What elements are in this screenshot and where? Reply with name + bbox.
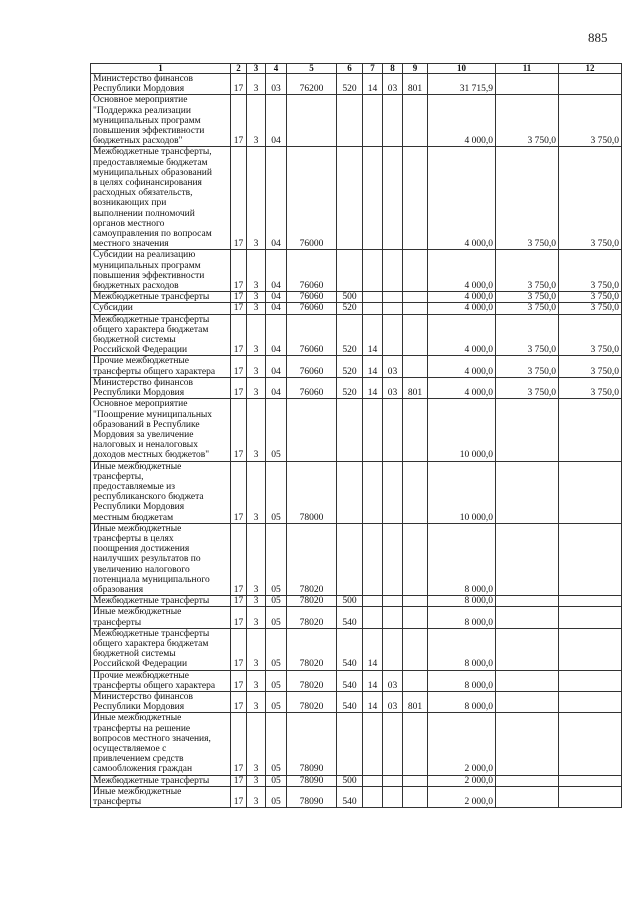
- amount-col11-cell: 3 750,0: [496, 377, 559, 398]
- code-col9-cell: [403, 786, 428, 807]
- code-section-cell: 3: [247, 377, 266, 398]
- code-target-cell: 78020: [287, 691, 337, 712]
- code-expense-type-cell: 520: [337, 303, 363, 314]
- code-col8-cell: [383, 95, 403, 147]
- code-col9-cell: [403, 670, 428, 691]
- code-expense-type-cell: 500: [337, 775, 363, 786]
- code-col7-cell: 14: [363, 74, 383, 95]
- page-number: 885: [588, 30, 608, 45]
- code-col7-cell: [363, 303, 383, 314]
- table-row: [91, 691, 622, 712]
- amount-col11-cell: 3 750,0: [496, 356, 559, 377]
- code-col7-cell: 14: [363, 314, 383, 356]
- code-section-cell: 3: [247, 314, 266, 356]
- amount-col10-cell: 8 000,0: [428, 628, 496, 670]
- table-row: [91, 377, 622, 398]
- amount-col10-cell: 4 000,0: [428, 377, 496, 398]
- code-col8-cell: [383, 250, 403, 292]
- code-col8-cell: [383, 303, 403, 314]
- code-col8-cell: [383, 147, 403, 250]
- code-col8-cell: [383, 607, 403, 628]
- amount-col11-cell: 3 750,0: [496, 303, 559, 314]
- amount-col10-cell: 2 000,0: [428, 713, 496, 775]
- code-col7-cell: 14: [363, 377, 383, 398]
- code-col8-cell: [383, 399, 403, 461]
- code-col9-cell: [403, 523, 428, 595]
- code-section-cell: 3: [247, 596, 266, 607]
- code-col9-cell: [403, 356, 428, 377]
- table-row: [91, 786, 622, 807]
- code-col8-cell: 03: [383, 74, 403, 95]
- column-header: 8: [383, 64, 403, 74]
- code-col9-cell: [403, 303, 428, 314]
- row-name-cell: Прочие межбюджетные трансферты общего характера: [91, 356, 231, 377]
- column-header: 2: [231, 64, 247, 74]
- code-col9-cell: 801: [403, 377, 428, 398]
- amount-col12-cell: [559, 670, 622, 691]
- amount-col10-cell: 4 000,0: [428, 147, 496, 250]
- code-subsection-cell: 05: [266, 399, 287, 461]
- code-section-cell: 3: [247, 303, 266, 314]
- code-expense-type-cell: 540: [337, 786, 363, 807]
- table-row: [91, 74, 622, 95]
- row-name-cell: Межбюджетные трансферты: [91, 775, 231, 786]
- code-section-cell: 3: [247, 628, 266, 670]
- code-section-cell: 3: [247, 461, 266, 523]
- table-row: [91, 399, 622, 461]
- amount-col12-cell: 3 750,0: [559, 314, 622, 356]
- row-name-cell: Субсидии: [91, 303, 231, 314]
- code-expense-type-cell: [337, 250, 363, 292]
- code-subsection-cell: 05: [266, 596, 287, 607]
- amount-col12-cell: 3 750,0: [559, 303, 622, 314]
- code-col8-cell: 03: [383, 670, 403, 691]
- code-col7-cell: [363, 399, 383, 461]
- amount-col10-cell: 4 000,0: [428, 95, 496, 147]
- amount-col10-cell: 4 000,0: [428, 356, 496, 377]
- code-target-cell: 76060: [287, 292, 337, 303]
- code-target-cell: 78090: [287, 775, 337, 786]
- amount-col11-cell: 3 750,0: [496, 147, 559, 250]
- amount-col12-cell: [559, 786, 622, 807]
- amount-col12-cell: [559, 74, 622, 95]
- code-expense-type-cell: [337, 713, 363, 775]
- code-gov-cell: 17: [231, 670, 247, 691]
- code-target-cell: 76060: [287, 377, 337, 398]
- code-target-cell: 78020: [287, 523, 337, 595]
- code-section-cell: 3: [247, 292, 266, 303]
- code-col7-cell: 14: [363, 670, 383, 691]
- code-col8-cell: 03: [383, 691, 403, 712]
- table-row: [91, 670, 622, 691]
- amount-col12-cell: [559, 523, 622, 595]
- amount-col10-cell: 8 000,0: [428, 607, 496, 628]
- code-section-cell: 3: [247, 607, 266, 628]
- code-subsection-cell: 04: [266, 377, 287, 398]
- amount-col10-cell: 8 000,0: [428, 523, 496, 595]
- code-expense-type-cell: 520: [337, 377, 363, 398]
- amount-col10-cell: 4 000,0: [428, 314, 496, 356]
- code-section-cell: 3: [247, 786, 266, 807]
- amount-col11-cell: [496, 775, 559, 786]
- code-col8-cell: [383, 596, 403, 607]
- code-target-cell: 76000: [287, 147, 337, 250]
- amount-col12-cell: 3 750,0: [559, 147, 622, 250]
- table-row: [91, 303, 622, 314]
- amount-col10-cell: 4 000,0: [428, 292, 496, 303]
- amount-col11-cell: 3 750,0: [496, 95, 559, 147]
- amount-col10-cell: 10 000,0: [428, 399, 496, 461]
- code-subsection-cell: 04: [266, 250, 287, 292]
- table-row: [91, 775, 622, 786]
- code-col9-cell: [403, 147, 428, 250]
- code-expense-type-cell: 540: [337, 628, 363, 670]
- code-expense-type-cell: 500: [337, 596, 363, 607]
- table-row: [91, 628, 622, 670]
- code-gov-cell: 17: [231, 399, 247, 461]
- code-col7-cell: [363, 292, 383, 303]
- row-name-cell: Межбюджетные трансферты: [91, 596, 231, 607]
- code-col9-cell: [403, 461, 428, 523]
- row-name-cell: Иные межбюджетные трансферты, предоставляемые из республиканского бюджета Республики Мордовия местным бюджетам: [91, 461, 231, 523]
- code-gov-cell: 17: [231, 461, 247, 523]
- code-col9-cell: [403, 314, 428, 356]
- table-row: [91, 461, 622, 523]
- code-col8-cell: [383, 461, 403, 523]
- table-row: [91, 523, 622, 595]
- code-section-cell: 3: [247, 74, 266, 95]
- row-name-cell: Основное мероприятие "Поощрение муниципальных образований в Республике Мордовия за увеличение налоговых и неналоговых доходов местных бюджетов": [91, 399, 231, 461]
- table-row: [91, 95, 622, 147]
- code-gov-cell: 17: [231, 250, 247, 292]
- code-subsection-cell: 04: [266, 314, 287, 356]
- code-col8-cell: [383, 786, 403, 807]
- amount-col12-cell: [559, 607, 622, 628]
- code-expense-type-cell: [337, 399, 363, 461]
- amount-col10-cell: 31 715,9: [428, 74, 496, 95]
- code-gov-cell: 17: [231, 523, 247, 595]
- code-col9-cell: 801: [403, 691, 428, 712]
- budget-table: [90, 63, 622, 808]
- code-subsection-cell: 05: [266, 670, 287, 691]
- code-subsection-cell: 05: [266, 775, 287, 786]
- code-subsection-cell: 05: [266, 461, 287, 523]
- column-header: 11: [496, 64, 559, 74]
- amount-col11-cell: [496, 399, 559, 461]
- code-gov-cell: 17: [231, 303, 247, 314]
- code-gov-cell: 17: [231, 377, 247, 398]
- code-expense-type-cell: 540: [337, 691, 363, 712]
- code-target-cell: 78090: [287, 713, 337, 775]
- code-col9-cell: [403, 399, 428, 461]
- code-col7-cell: [363, 250, 383, 292]
- amount-col12-cell: [559, 461, 622, 523]
- code-section-cell: 3: [247, 775, 266, 786]
- code-target-cell: 78020: [287, 607, 337, 628]
- code-expense-type-cell: 500: [337, 292, 363, 303]
- code-gov-cell: 17: [231, 596, 247, 607]
- code-gov-cell: 17: [231, 74, 247, 95]
- code-col7-cell: 14: [363, 356, 383, 377]
- code-col7-cell: [363, 713, 383, 775]
- amount-col11-cell: [496, 74, 559, 95]
- code-target-cell: 78020: [287, 628, 337, 670]
- amount-col12-cell: [559, 596, 622, 607]
- code-col7-cell: [363, 461, 383, 523]
- code-subsection-cell: 04: [266, 147, 287, 250]
- code-subsection-cell: 05: [266, 786, 287, 807]
- amount-col11-cell: [496, 523, 559, 595]
- code-subsection-cell: 05: [266, 691, 287, 712]
- code-target-cell: 76060: [287, 303, 337, 314]
- code-expense-type-cell: 520: [337, 314, 363, 356]
- row-name-cell: Субсидии на реализацию муниципальных программ повышения эффективности бюджетных расходов: [91, 250, 231, 292]
- code-expense-type-cell: [337, 147, 363, 250]
- table-row: [91, 250, 622, 292]
- code-gov-cell: 17: [231, 691, 247, 712]
- code-target-cell: 76200: [287, 74, 337, 95]
- row-name-cell: Иные межбюджетные трансферты: [91, 786, 231, 807]
- amount-col12-cell: [559, 775, 622, 786]
- table-header-row: [91, 64, 622, 74]
- row-name-cell: Межбюджетные трансферты, предоставляемые бюджетам муниципальных образований в целях софинансирования расходных обязательств, возникающих при выполнении полномочий органов местного самоуправления по вопросам местного значения: [91, 147, 231, 250]
- code-target-cell: 76060: [287, 356, 337, 377]
- code-gov-cell: 17: [231, 607, 247, 628]
- table-row: [91, 607, 622, 628]
- code-gov-cell: 17: [231, 147, 247, 250]
- code-col7-cell: [363, 607, 383, 628]
- row-name-cell: Межбюджетные трансферты общего характера бюджетам бюджетной системы Российской Федерации: [91, 628, 231, 670]
- amount-col10-cell: 8 000,0: [428, 596, 496, 607]
- amount-col12-cell: 3 750,0: [559, 250, 622, 292]
- row-name-cell: Министерство финансов Республики Мордовия: [91, 377, 231, 398]
- amount-col11-cell: [496, 786, 559, 807]
- row-name-cell: Межбюджетные трансферты общего характера бюджетам бюджетной системы Российской Федерации: [91, 314, 231, 356]
- row-name-cell: Основное мероприятие "Поддержка реализации муниципальных программ повышения эффективности бюджетных расходов": [91, 95, 231, 147]
- code-col7-cell: [363, 147, 383, 250]
- table-row: [91, 596, 622, 607]
- code-section-cell: 3: [247, 399, 266, 461]
- amount-col11-cell: [496, 596, 559, 607]
- code-section-cell: 3: [247, 523, 266, 595]
- row-name-cell: Министерство финансов Республики Мордовия: [91, 74, 231, 95]
- amount-col10-cell: 8 000,0: [428, 691, 496, 712]
- code-col9-cell: [403, 628, 428, 670]
- column-header: 6: [337, 64, 363, 74]
- column-header: 4: [266, 64, 287, 74]
- column-header: 12: [559, 64, 622, 74]
- code-subsection-cell: 04: [266, 292, 287, 303]
- code-col8-cell: [383, 292, 403, 303]
- amount-col12-cell: 3 750,0: [559, 356, 622, 377]
- code-col7-cell: 14: [363, 691, 383, 712]
- column-header: 5: [287, 64, 337, 74]
- code-subsection-cell: 04: [266, 95, 287, 147]
- code-col7-cell: [363, 95, 383, 147]
- row-name-cell: Иные межбюджетные трансферты в целях поощрения достижения наилучших результатов по увеличению налогового потенциала муниципального образования: [91, 523, 231, 595]
- code-subsection-cell: 04: [266, 356, 287, 377]
- code-target-cell: 76060: [287, 250, 337, 292]
- code-col8-cell: 03: [383, 377, 403, 398]
- amount-col12-cell: [559, 713, 622, 775]
- code-gov-cell: 17: [231, 356, 247, 377]
- column-header: 9: [403, 64, 428, 74]
- code-col8-cell: [383, 523, 403, 595]
- amount-col10-cell: 2 000,0: [428, 786, 496, 807]
- code-col8-cell: [383, 314, 403, 356]
- code-section-cell: 3: [247, 670, 266, 691]
- code-section-cell: 3: [247, 147, 266, 250]
- amount-col11-cell: 3 750,0: [496, 292, 559, 303]
- amount-col11-cell: 3 750,0: [496, 250, 559, 292]
- code-col8-cell: [383, 628, 403, 670]
- code-col9-cell: [403, 292, 428, 303]
- code-target-cell: 78000: [287, 461, 337, 523]
- amount-col11-cell: [496, 670, 559, 691]
- amount-col11-cell: [496, 607, 559, 628]
- amount-col10-cell: 2 000,0: [428, 775, 496, 786]
- code-section-cell: 3: [247, 713, 266, 775]
- code-col9-cell: [403, 596, 428, 607]
- code-col9-cell: 801: [403, 74, 428, 95]
- code-col9-cell: [403, 775, 428, 786]
- amount-col11-cell: 3 750,0: [496, 314, 559, 356]
- code-expense-type-cell: 540: [337, 607, 363, 628]
- amount-col12-cell: [559, 399, 622, 461]
- row-name-cell: Министерство финансов Республики Мордовия: [91, 691, 231, 712]
- code-section-cell: 3: [247, 356, 266, 377]
- column-header: 10: [428, 64, 496, 74]
- code-target-cell: [287, 95, 337, 147]
- amount-col12-cell: 3 750,0: [559, 292, 622, 303]
- amount-col10-cell: 8 000,0: [428, 670, 496, 691]
- amount-col11-cell: [496, 713, 559, 775]
- table-row: [91, 356, 622, 377]
- code-expense-type-cell: 540: [337, 670, 363, 691]
- code-col9-cell: [403, 250, 428, 292]
- code-col7-cell: [363, 596, 383, 607]
- code-section-cell: 3: [247, 95, 266, 147]
- code-subsection-cell: 05: [266, 713, 287, 775]
- code-gov-cell: 17: [231, 292, 247, 303]
- amount-col10-cell: 4 000,0: [428, 250, 496, 292]
- table-row: [91, 292, 622, 303]
- code-subsection-cell: 05: [266, 628, 287, 670]
- code-expense-type-cell: [337, 461, 363, 523]
- code-gov-cell: 17: [231, 314, 247, 356]
- code-col8-cell: [383, 775, 403, 786]
- amount-col11-cell: [496, 461, 559, 523]
- code-col7-cell: [363, 523, 383, 595]
- column-header: 3: [247, 64, 266, 74]
- code-expense-type-cell: [337, 95, 363, 147]
- row-name-cell: Межбюджетные трансферты: [91, 292, 231, 303]
- code-section-cell: 3: [247, 691, 266, 712]
- code-col8-cell: 03: [383, 356, 403, 377]
- code-subsection-cell: 04: [266, 303, 287, 314]
- table-row: [91, 147, 622, 250]
- table-row: [91, 713, 622, 775]
- code-col9-cell: [403, 95, 428, 147]
- code-expense-type-cell: [337, 523, 363, 595]
- code-gov-cell: 17: [231, 628, 247, 670]
- code-col7-cell: [363, 786, 383, 807]
- code-target-cell: 78090: [287, 786, 337, 807]
- amount-col12-cell: [559, 691, 622, 712]
- code-subsection-cell: 05: [266, 607, 287, 628]
- row-name-cell: Прочие межбюджетные трансферты общего характера: [91, 670, 231, 691]
- code-col7-cell: 14: [363, 628, 383, 670]
- code-target-cell: 78020: [287, 670, 337, 691]
- code-expense-type-cell: 520: [337, 356, 363, 377]
- amount-col11-cell: [496, 628, 559, 670]
- code-gov-cell: 17: [231, 786, 247, 807]
- code-target-cell: 76060: [287, 314, 337, 356]
- code-col9-cell: [403, 607, 428, 628]
- code-target-cell: [287, 399, 337, 461]
- code-section-cell: 3: [247, 250, 266, 292]
- code-col8-cell: [383, 713, 403, 775]
- amount-col12-cell: 3 750,0: [559, 377, 622, 398]
- column-header: 7: [363, 64, 383, 74]
- amount-col10-cell: 10 000,0: [428, 461, 496, 523]
- code-subsection-cell: 03: [266, 74, 287, 95]
- amount-col11-cell: [496, 691, 559, 712]
- code-col9-cell: [403, 713, 428, 775]
- code-expense-type-cell: 520: [337, 74, 363, 95]
- code-target-cell: 78020: [287, 596, 337, 607]
- amount-col12-cell: [559, 628, 622, 670]
- table-row: [91, 314, 622, 356]
- code-gov-cell: 17: [231, 95, 247, 147]
- row-name-cell: Иные межбюджетные трансферты на решение вопросов местного значения, осуществляемое с привлечением средств самообложения граждан: [91, 713, 231, 775]
- code-subsection-cell: 05: [266, 523, 287, 595]
- column-header: 1: [91, 64, 231, 74]
- amount-col12-cell: 3 750,0: [559, 95, 622, 147]
- code-gov-cell: 17: [231, 775, 247, 786]
- amount-col10-cell: 4 000,0: [428, 303, 496, 314]
- code-gov-cell: 17: [231, 713, 247, 775]
- code-col7-cell: [363, 775, 383, 786]
- row-name-cell: Иные межбюджетные трансферты: [91, 607, 231, 628]
